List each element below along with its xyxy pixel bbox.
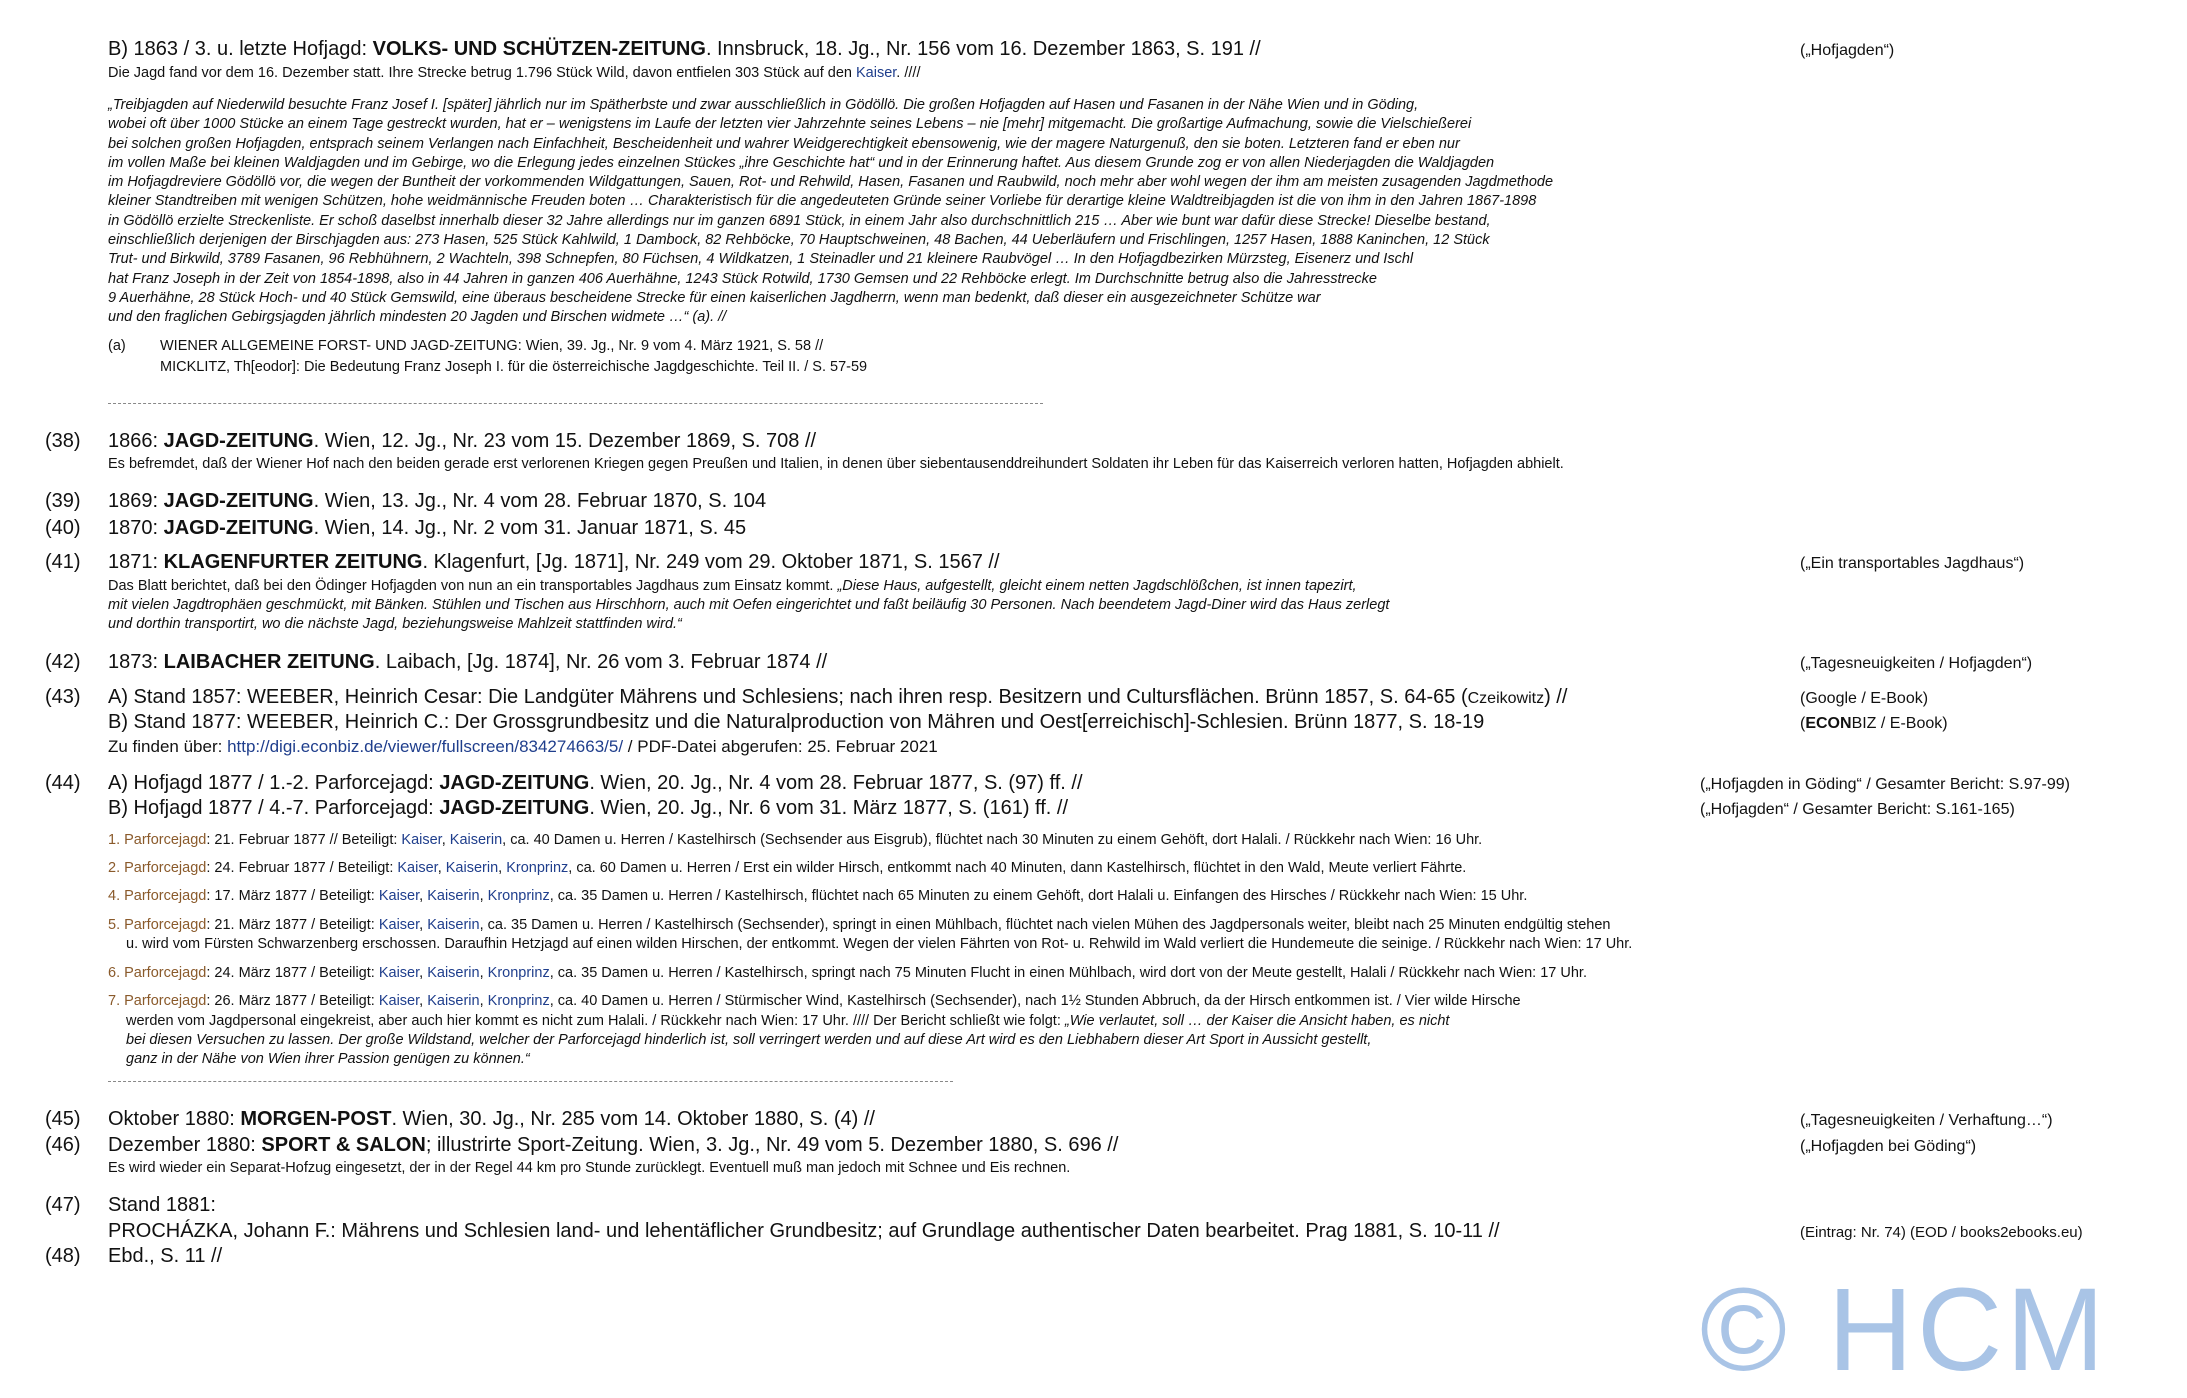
intro-quote bbox=[108, 96, 1553, 328]
entry-newspaper: MORGEN-POST bbox=[240, 1108, 392, 1130]
quote-line: im Hofjagdreviere Gödöllö vor, die wegen der Buntheit der vorkommenden Wildgattungen, Sauen, Rot- und Rehwild, Hasen, Fasanen und Raubwild, noch mehr aber wohl wegen der ihm am meisten zusagenden Jagdmethode bbox=[108, 174, 1554, 191]
intro-citation bbox=[108, 38, 1261, 61]
quote-line: wobei oft über 1000 Stücke an einem Tage gestreckt wurden, hat er – wenigstens im Laufe der letzten vier Jahrzehnte seines Lebens – nie [mehr] mitgemacht. Die großartige Aufmachung, sowie die Vielschießerei bbox=[108, 116, 1472, 133]
entry-end: ) // bbox=[1544, 686, 1568, 708]
entry-46 bbox=[108, 1134, 1118, 1157]
quote-line: hat Franz Joseph in der Zeit von 1854-1898, also in 44 Jahren in ganzen 406 Auerhähne, 1243 Stück Rotwild, 1730 Gemsen und 22 Rehböcke erlegt. Im Durchschnitte betrug also die Jahresstrecke bbox=[108, 270, 1377, 287]
entry-43-c bbox=[108, 737, 938, 757]
hunt-text: , ca. 60 Damen u. Herren / Erst ein wilder Hirsch, entkommt nach 40 Minuten, dann Kastelhirsch, flüchtet in den Wald, Meute verliert Fährte. bbox=[568, 860, 1467, 876]
entry-newspaper: LAIBACHER ZEITUNG bbox=[163, 651, 375, 673]
hunt-label: 4. Parforcejagd bbox=[108, 888, 207, 904]
kaiser-link[interactable]: Kaiser bbox=[378, 965, 420, 981]
note-text: Das Blatt berichtet, daß bei den Ödinger Hofjagden von nun an ein transportables Jagdhaus zum Einsatz kommt. bbox=[108, 578, 838, 594]
hunt-7: 7. Parforcejagd: 26. März 1877 / Beteiligt: Kaiser, Kaiserin, Kronprinz, ca. 40 Damen u. Herren / Stürmischer Wind, Kastelhirsch (Sechsender), nach 1½ Stunden Abbruch, da der Hirsch entkommen ist. / Vier wilde Hirsche bbox=[108, 993, 1521, 1009]
intro-post: . Innsbruck, 18. Jg., Nr. 156 vom 16. Dezember 1863, S. 191 // bbox=[705, 38, 1261, 60]
entry-newspaper: SPORT & SALON bbox=[261, 1134, 426, 1156]
hunt-7-quote: bei diesen Versuchen zu lassen. Der große Wildstand, welcher der Parforcejagd hinderlich ist, soll verringert werden und auf diese Art wird es den Liebhabern dieser Art Sport in Aussicht gestellt, bbox=[126, 1032, 1372, 1048]
entry-details: . Wien, 20. Jg., Nr. 4 vom 28. Februar 1877, S. (97) ff. // bbox=[589, 772, 1083, 794]
entry-text: A) Stand 1857: WEEBER, Heinrich Cesar: Die Landgüter Mährens und Schlesiens; nach ihren resp. Besitzern und Cultursflächen. Brünn 1857, S. 64-65 ( bbox=[108, 686, 1468, 708]
kaiser-link[interactable]: Kaiser bbox=[397, 860, 438, 876]
entry-newspaper: JAGD-ZEITUNG bbox=[163, 490, 314, 512]
entry-39 bbox=[108, 490, 766, 513]
kaiser-link[interactable]: Kaiser bbox=[378, 888, 420, 904]
entry-details: . Wien, 12. Jg., Nr. 23 vom 15. Dezember 1869, S. 708 // bbox=[313, 430, 817, 452]
entry-41-quote: und dorthin transportirt, wo die nächste Jagd, beziehungsweise Mahlzeit stattfinden wird.“ bbox=[108, 616, 682, 632]
kronprinz-link[interactable]: Kronprinz bbox=[506, 860, 569, 876]
entry-details: . Wien, 30. Jg., Nr. 285 vom 14. Oktober 1880, S. (4) // bbox=[391, 1108, 875, 1130]
entry-number: (42) bbox=[45, 651, 81, 673]
separator bbox=[108, 1081, 953, 1082]
entry-47-right bbox=[1800, 1224, 2083, 1241]
entry-source: (EOD / books2ebooks.eu) bbox=[1905, 1224, 2083, 1241]
hunt-6: 6. Parforcejagd: 24. März 1877 / Beteiligt: Kaiser, Kaiserin, Kronprinz, ca. 35 Damen u. Herren / Kastelhirsch, springt nach 75 Minuten Flucht in einen Mühlbach, wird dort von der Meute gestellt, Halali / Rückkehr nach Wien: 17 Uhr. bbox=[108, 965, 1587, 981]
hunt-1: 1. Parforcejagd: 21. Februar 1877 // Beteiligt: Kaiser, Kaiserin, ca. 40 Damen u. Herren / Kastelhirsch (Sechsender aus Eisgrub), flüchtet nach 30 Minuten zu einem Gehöft, dort Halali. / Rückkehr nach Wien: 16 Uhr. bbox=[108, 832, 1483, 848]
kaiserin-link[interactable]: Kaiserin bbox=[427, 888, 480, 904]
hunt-date: : 26. März 1877 / Beteiligt: bbox=[206, 993, 379, 1009]
entry-details: . Klagenfurt, [Jg. 1871], Nr. 249 vom 29. Oktober 1871, S. 1567 // bbox=[422, 551, 1000, 573]
entry-42-right: („Tagesneuigkeiten / Hofjagden“) bbox=[1800, 655, 2033, 672]
quote-line: und den fraglichen Gebirgsjagden jährlich mindesten 20 Jagden und Birschen widmete …“ (a). // bbox=[108, 309, 727, 326]
hunt-7-quote: ganz in der Nähe von Wien ihrer Passion genügen zu können.“ bbox=[126, 1051, 530, 1067]
entry-41-quote: mit vielen Jagdtrophäen geschmückt, mit Bänken. Stühlen und Tischen aus Hirschhorn, auch mit Oefen eingerichtet und faßt beiläufig 30 Personen. Nach beendetem Jagd-Diner wird das Haus zerlegt bbox=[108, 597, 1390, 613]
entry-41 bbox=[108, 551, 1000, 574]
entry-43-b: B) Stand 1877: WEEBER, Heinrich C.: Der Grossgrundbesitz und die Naturalproduction von Mähren und Oest[erreichisch]-Schlesien. Brünn 1877, S. 18-19 bbox=[108, 711, 1485, 733]
quote-line: 9 Auerhähne, 28 Stück Hoch- und 40 Stück Gemswild, eine überaus bescheidene Strecke für einen kaiserlichen Jagdherrn, wenn man bedenkt, daß dieser ein ausgezeichneter Schütze war bbox=[108, 289, 1321, 306]
hunt-quote: „Wie verlautet, soll … der Kaiser die Ansicht haben, es nicht bbox=[1064, 1013, 1450, 1029]
intro-newspaper: VOLKS- UND SCHÜTZEN-ZEITUNG bbox=[372, 38, 706, 60]
econbiz-bold: ECON bbox=[1805, 715, 1852, 732]
kaiserin-link[interactable]: Kaiserin bbox=[427, 993, 480, 1009]
hunt-label: 7. Parforcejagd bbox=[108, 993, 207, 1009]
entry-46-right: („Hofjagden bei Göding“) bbox=[1800, 1138, 1977, 1155]
intro-note-text: Die Jagd fand vor dem 16. Dezember statt. Ihre Strecke betrug 1.796 Stück Wild, davon entfielen 303 Stück auf den bbox=[108, 65, 856, 81]
hunt-label: 1. Parforcejagd bbox=[108, 832, 207, 848]
link-suffix: / PDF-Datei abgerufen: 25. Februar 2021 bbox=[623, 737, 938, 756]
entry-42 bbox=[108, 651, 827, 674]
entry-newspaper: JAGD-ZEITUNG bbox=[439, 797, 590, 819]
kaiser-link[interactable]: Kaiser bbox=[855, 65, 897, 81]
entry-40 bbox=[108, 517, 746, 540]
entry-year: 1870: bbox=[108, 517, 164, 539]
kronprinz-link[interactable]: Kronprinz bbox=[487, 888, 550, 904]
separator bbox=[108, 403, 1043, 404]
intro-note bbox=[108, 65, 920, 81]
kaiser-link[interactable]: Kaiser bbox=[378, 993, 420, 1009]
hunt-5-cont: u. wird vom Fürsten Schwarzenberg erschossen. Daraufhin Hetzjagd auf einen wilden Hirschen, der entkommt. Wegen der vielen Fährten von Rot- u. Rehwild im Wald verliert die Hundemeute die seinige. / Rückkehr nach Wien: 17 Uhr. bbox=[126, 936, 1633, 952]
entry-38-note: Es befremdet, daß der Wiener Hof nach den beiden gerade erst verlorenen Kriegen gegen Preußen und Italien, in denen über siebentausenddreihundert Soldaten ihr Leben für das Kaiserreich verloren hatten, Hofjagden abhielt. bbox=[108, 456, 1564, 472]
hunt-text: , ca. 40 Damen u. Herren / Kastelhirsch (Sechsender aus Eisgrub), flüchtet nach 30 Minuten zu einem Gehöft, dort Halali. / Rückkehr nach Wien: 16 Uhr. bbox=[502, 832, 1483, 848]
kronprinz-link[interactable]: Kronprinz bbox=[487, 965, 550, 981]
entry-45 bbox=[108, 1108, 875, 1131]
entry-details: ; illustrirte Sport-Zeitung. Wien, 3. Jg., Nr. 49 vom 5. Dezember 1880, S. 696 // bbox=[425, 1134, 1119, 1156]
intro-note-end: . //// bbox=[896, 65, 921, 81]
entry-newspaper: JAGD-ZEITUNG bbox=[163, 517, 314, 539]
entry-year: 1871: bbox=[108, 551, 164, 573]
entry-year: Oktober 1880: bbox=[108, 1108, 241, 1130]
entry-45-right: („Tagesneuigkeiten / Verhaftung…“) bbox=[1800, 1112, 2053, 1129]
footnote-1: WIENER ALLGEMEINE FORST- UND JAGD-ZEITUNG: Wien, 39. Jg., Nr. 9 vom 4. März 1921, S. 58 // bbox=[160, 338, 824, 354]
entry-41-note bbox=[108, 577, 1357, 596]
hunt-text: werden vom Jagdpersonal eingekreist, aber auch hier kommt es nicht zum Halali. / Rückkehr nach Wien: 17 Uhr. //// Der Bericht schließt wie folgt: bbox=[126, 1013, 1065, 1029]
hunt-text: , ca. 35 Damen u. Herren / Kastelhirsch, springt nach 75 Minuten Flucht in einen Mühlbach, wird dort von der Meute gestellt, Halali / Rückkehr nach Wien: 17 Uhr. bbox=[549, 965, 1587, 981]
entry-47-line2: PROCHÁZKA, Johann F.: Mährens und Schlesien land- und lehentäflicher Grundbesitz; auf Grundlage authentischer Daten bearbeitet. Prag 1881, S. 10-11 // bbox=[108, 1220, 1500, 1242]
kronprinz-link[interactable]: Kronprinz bbox=[487, 993, 550, 1009]
entry-43-right-1: (Google / E-Book) bbox=[1800, 690, 1929, 707]
footnote-label: (a) bbox=[108, 338, 126, 354]
quote-line: kleiner Standtreiben mit wenigen Schützen, hohe weidmännische Freuden boten … Charakteristisch für die angedeuteten Gründe seiner Vorliebe für derartige kleine Waldtreibjagden ist die von ihm in den Jahren 1867-1898 bbox=[108, 193, 1537, 210]
hunt-date: : 17. März 1877 / Beteiligt: bbox=[206, 888, 379, 904]
entry-44-right-1: („Hofjagden in Göding“ / Gesamter Bericht: S.97-99) bbox=[1700, 776, 2070, 793]
hunt-label: 5. Parforcejagd bbox=[108, 917, 207, 933]
entry-38 bbox=[108, 430, 816, 453]
entry-year: 1873: bbox=[108, 651, 164, 673]
entry-number: (45) bbox=[45, 1108, 81, 1130]
entry-place: Czeikowitz bbox=[1467, 690, 1545, 707]
entry-number: (46) bbox=[45, 1134, 81, 1156]
kaiserin-link[interactable]: Kaiserin bbox=[445, 860, 499, 876]
entry-year: Dezember 1880: bbox=[108, 1134, 262, 1156]
entry-details: . Wien, 20. Jg., Nr. 6 vom 31. März 1877, S. (161) ff. // bbox=[589, 797, 1069, 819]
entry-46-note: Es wird wieder ein Separat-Hofzug eingesetzt, der in der Regel 44 km pro Stunde zurücklegt. Eventuell muß man jedoch mit Schnee und Eis rechnen. bbox=[108, 1160, 1071, 1176]
hunt-date: : 24. Februar 1877 / Beteiligt: bbox=[206, 860, 398, 876]
intro-pre: B) 1863 / 3. u. letzte Hofjagd: bbox=[108, 38, 373, 60]
hunt-5: 5. Parforcejagd: 21. März 1877 / Beteiligt: Kaiser, Kaiserin, ca. 35 Damen u. Herren / Kastelhirsch (Sechsender), springt in einen Mühlbach, flüchtet nach vielen Mühen des Jagdpersonals weiter, bleibt nach 25 Minuten endgültig stehen bbox=[108, 917, 1611, 933]
entry-number: (44) bbox=[45, 772, 81, 794]
intro-right-note: („Hofjagden“) bbox=[1800, 42, 1895, 59]
entry-newspaper: KLAGENFURTER ZEITUNG bbox=[163, 551, 423, 573]
quote-line: „Treibjagden auf Niederwild besuchte Franz Josef I. [später] jährlich nur im Spätherbste und zwar ausschließlich in Gödöllö. Die großen Hofjagden auf Hasen und Fasanen in der Nähe Wien und in Göding, bbox=[108, 97, 1419, 113]
entry-number: (40) bbox=[45, 517, 81, 539]
link-prefix: Zu finden über: bbox=[108, 737, 228, 756]
entry-number: (47) bbox=[45, 1194, 81, 1216]
hunt-text: , ca. 40 Damen u. Herren / Stürmischer Wind, Kastelhirsch (Sechsender), nach 1½ Stunden Abbruch, da der Hirsch entkommen ist. / Vier wilde Hirsche bbox=[549, 993, 1521, 1009]
entry-details: . Wien, 13. Jg., Nr. 4 vom 28. Februar 1870, S. 104 bbox=[313, 490, 767, 512]
quote-line: bei solchen großen Hofjagden, entsprach seinem Verlangen nach Einfachheit, Bescheidenheit und wahrer Weidgerechtigkeit ebensowenig, wie der magere Naturgenuß, den sie boten. Letzteren fand er eben nur bbox=[108, 135, 1460, 152]
entry-text: A) Hofjagd 1877 / 1.-2. Parforcejagd: bbox=[108, 772, 440, 794]
hunt-2: 2. Parforcejagd: 24. Februar 1877 / Beteiligt: Kaiser, Kaiserin, Kronprinz, ca. 60 Damen u. Herren / Erst ein wilder Hirsch, entkommt nach 40 Minuten, dann Kastelhirsch, flüchtet in den Wald, Meute verliert Fährte. bbox=[108, 860, 1467, 876]
hunt-4: 4. Parforcejagd: 17. März 1877 / Beteiligt: Kaiser, Kaiserin, Kronprinz, ca. 35 Damen u. Herren / Kastelhirsch, flüchtet nach 65 Minuten zu einem Gehöft, dort Halali u. Einfangen des Hirsches / Rückkehr nach Wien: 15 Uhr. bbox=[108, 888, 1528, 904]
entry-ref: (Eintrag: Nr. 74) bbox=[1800, 1224, 1906, 1241]
econbiz-link[interactable]: http://digi.econbiz.de/viewer/fullscreen/834274663/5/ bbox=[227, 737, 624, 756]
entry-44-right-2: („Hofjagden“ / Gesamter Bericht: S.161-165) bbox=[1700, 801, 2015, 818]
hunt-text: , ca. 35 Damen u. Herren / Kastelhirsch (Sechsender), springt in einen Mühlbach, flüchtet nach vielen Mühen des Jagdpersonals weiter, bleibt nach 25 Minuten endgültig stehen bbox=[479, 917, 1611, 933]
entry-details: . Laibach, [Jg. 1874], Nr. 26 vom 3. Februar 1874 // bbox=[374, 651, 828, 673]
entry-year: 1869: bbox=[108, 490, 164, 512]
entry-number: (43) bbox=[45, 686, 81, 708]
entry-43-right-2: (ECONBIZ / E-Book) bbox=[1800, 715, 1948, 732]
footnote-2: MICKLITZ, Th[eodor]: Die Bedeutung Franz Joseph I. für die österreichische Jagdgeschichte. Teil II. / S. 57-59 bbox=[160, 359, 868, 375]
hunt-text: , ca. 35 Damen u. Herren / Kastelhirsch, flüchtet nach 65 Minuten zu einem Gehöft, dort Halali u. Einfangen des Hirsches / Rückkehr nach Wien: 15 Uhr. bbox=[549, 888, 1528, 904]
entry-year: 1866: bbox=[108, 430, 164, 452]
hunt-date: : 21. Februar 1877 // Beteiligt: bbox=[206, 832, 402, 848]
hunt-date: : 24. März 1877 / Beteiligt: bbox=[206, 965, 379, 981]
entry-number: (41) bbox=[45, 551, 81, 573]
entry-47-line1: Stand 1881: bbox=[108, 1194, 216, 1216]
quote-line: in Gödöllö erzielte Streckenliste. Er schoß daselbst innerhalb dieser 32 Jahre allerdings nur im ganzen 6891 Stück, in einem Jahr also durchschnittlich 215 … Aber wie bunt war dafür diese Strecke! Dieselbe bestand, bbox=[108, 212, 1491, 229]
note-quote: „Diese Haus, aufgestellt, gleicht einem netten Jagdschlößchen, ist innen tapezirt, bbox=[837, 578, 1357, 594]
hunt-date: : 21. März 1877 / Beteiligt: bbox=[206, 917, 379, 933]
entry-newspaper: JAGD-ZEITUNG bbox=[439, 772, 590, 794]
entry-number: (38) bbox=[45, 430, 81, 452]
hunt-label: 2. Parforcejagd bbox=[108, 860, 207, 876]
kaiser-link[interactable]: Kaiser bbox=[401, 832, 442, 848]
hunt-label: 6. Parforcejagd bbox=[108, 965, 207, 981]
entry-number: (39) bbox=[45, 490, 81, 512]
entry-details: . Wien, 14. Jg., Nr. 2 vom 31. Januar 1871, S. 45 bbox=[313, 517, 747, 539]
quote-line: im vollen Maße bei kleinen Waldjagden und im Gebirge, wo die Erlegung jedes einzelnen Stückes „ihre Geschichte hat“ und in der Erinnerung haftet. Aus diesem Grunde zog er von allen Niederjagden die Waldjagden bbox=[108, 154, 1495, 171]
entry-43-a bbox=[108, 686, 1567, 709]
entry-newspaper: JAGD-ZEITUNG bbox=[163, 430, 314, 452]
entry-44-a bbox=[108, 772, 1083, 795]
quote-line: einschließlich derjenigen der Birschjagden aus: 273 Hasen, 525 Stück Kahlwild, 1 Dambock, 82 Rehböcke, 70 Hauptschweinen, 48 Bachen, 44 Ueberläufern und Frischlingen, 1257 Hasen, 1888 Kaninchen, 12 Stück bbox=[108, 232, 1490, 249]
entry-48: Ebd., S. 11 // bbox=[108, 1245, 223, 1267]
copyright-watermark: © HCM bbox=[1700, 1264, 2109, 1396]
entry-41-right: („Ein transportables Jagdhaus“) bbox=[1800, 555, 2025, 572]
entry-44-b bbox=[108, 797, 1068, 820]
econbiz-text: BIZ / E-Book) bbox=[1851, 715, 1948, 732]
kaiserin-link[interactable]: Kaiserin bbox=[427, 965, 480, 981]
kaiser-link[interactable]: Kaiser bbox=[378, 917, 420, 933]
entry-number: (48) bbox=[45, 1245, 81, 1267]
hunt-7-cont bbox=[126, 1012, 1449, 1031]
kaiserin-link[interactable]: Kaiserin bbox=[427, 917, 480, 933]
quote-line: Trut- und Birkwild, 3789 Fasanen, 96 Rebhühnern, 2 Wachteln, 398 Schnepfen, 80 Füchsen, 4 Wildkatzen, 1 Steinadler und 21 kleinere Raubvögel … In den Hofjagdbezirken Mürzsteg, Eisenerz und Ischl bbox=[108, 251, 1414, 268]
entry-text: B) Hofjagd 1877 / 4.-7. Parforcejagd: bbox=[108, 797, 440, 819]
kaiserin-link[interactable]: Kaiserin bbox=[449, 832, 503, 848]
